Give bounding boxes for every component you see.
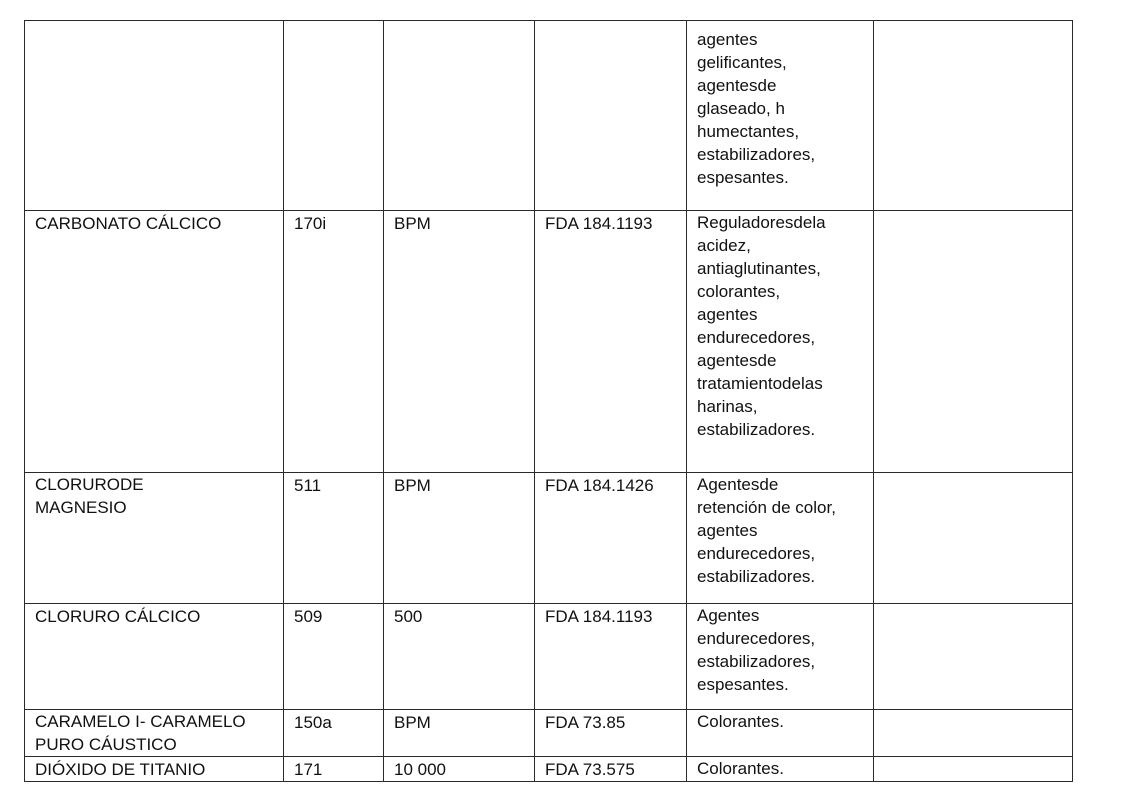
function-line: retención de color,	[697, 498, 836, 517]
function-line: Colorantes.	[697, 712, 784, 731]
function-cell	[687, 473, 874, 604]
table-row	[25, 211, 1073, 473]
function-line: humectantes,	[697, 122, 800, 141]
table-row	[25, 473, 1073, 604]
function-line: endurecedores,	[697, 544, 816, 563]
ins-number-cell: 509	[284, 604, 384, 710]
additive-name-cell: CARBONATO CÁLCICO	[25, 211, 284, 473]
table-row	[25, 757, 1073, 782]
function-line: harinas,	[697, 397, 758, 416]
additive-name-part: DE	[120, 475, 144, 494]
reference-cell: FDA 73.575	[535, 757, 687, 782]
additive-name-line: CARAMELO I- CARAMELO	[35, 712, 246, 731]
table-row	[25, 604, 1073, 710]
function-line	[697, 372, 863, 395]
function-line: agentes	[697, 30, 758, 49]
additive-name-line: MAGNESIO	[35, 498, 127, 517]
function-line: endurecedores,	[697, 328, 816, 347]
function-line-part: de	[757, 76, 777, 95]
max-level-cell: 10 000	[384, 757, 535, 782]
function-line-part: tratamiento	[697, 374, 783, 393]
extra-cell	[874, 211, 1073, 473]
extra-cell	[874, 604, 1073, 710]
function-line	[697, 74, 863, 97]
ins-number-cell: 170i	[284, 211, 384, 473]
function-line: Colorantes.	[697, 759, 784, 778]
function-line	[697, 473, 863, 496]
function-line-part: las	[800, 374, 823, 393]
extra-cell	[874, 21, 1073, 211]
function-line: estabilizadores,	[697, 145, 816, 164]
max-level-cell: BPM	[384, 473, 535, 604]
function-line	[697, 211, 863, 234]
additive-name-cell: DIÓXIDO DE TITANIO	[25, 757, 284, 782]
function-cell	[687, 604, 874, 710]
max-level-cell	[384, 21, 535, 211]
additive-name-cell	[25, 710, 284, 757]
ins-number-cell: 171	[284, 757, 384, 782]
function-line: antiaglutinantes,	[697, 259, 821, 278]
function-line-part: agentes	[697, 76, 758, 95]
function-cell	[687, 211, 874, 473]
function-line: estabilizadores,	[697, 652, 816, 671]
ins-number-cell: 150a	[284, 710, 384, 757]
ins-number-cell: 511	[284, 473, 384, 604]
function-line: acidez,	[697, 236, 751, 255]
function-line: gelificantes,	[697, 53, 787, 72]
function-line: agentes	[697, 305, 758, 324]
function-line: glaseado, h	[697, 99, 785, 118]
max-level-cell: BPM	[384, 211, 535, 473]
function-line: estabilizadores.	[697, 420, 816, 439]
reference-cell: FDA 73.85	[535, 710, 687, 757]
function-line-part: de	[793, 213, 813, 232]
additive-name-line	[35, 473, 273, 496]
function-line: endurecedores,	[697, 629, 816, 648]
function-line: estabilizadores.	[697, 567, 816, 586]
function-line-part: Reguladores	[697, 213, 794, 232]
function-line: espesantes.	[697, 675, 789, 694]
reference-cell: FDA 184.1426	[535, 473, 687, 604]
function-cell	[687, 21, 874, 211]
extra-cell	[874, 473, 1073, 604]
additive-name-line: PURO CÁUSTICO	[35, 735, 177, 754]
additive-name-cell	[25, 473, 284, 604]
table-row	[25, 21, 1073, 211]
max-level-cell: 500	[384, 604, 535, 710]
reference-cell: FDA 184.1193	[535, 604, 687, 710]
additive-name-cell: CLORURO CÁLCICO	[25, 604, 284, 710]
function-cell	[687, 757, 874, 782]
extra-cell	[874, 757, 1073, 782]
additive-name-part: CLORURO	[35, 475, 121, 494]
function-line: agentes	[697, 521, 758, 540]
function-line-part: de	[782, 374, 801, 393]
function-line-part: agentes	[697, 351, 758, 370]
reference-cell: FDA 184.1193	[535, 211, 687, 473]
table-row	[25, 710, 1073, 757]
max-level-cell: BPM	[384, 710, 535, 757]
function-line-part: de	[759, 475, 779, 494]
additive-name-cell	[25, 21, 284, 211]
function-line: colorantes,	[697, 282, 781, 301]
reference-cell	[535, 21, 687, 211]
additives-table	[24, 20, 1073, 782]
function-line	[697, 349, 863, 372]
function-line-part: la	[812, 213, 826, 232]
function-line-part: Agentes	[697, 475, 760, 494]
ins-number-cell	[284, 21, 384, 211]
function-line: espesantes.	[697, 168, 789, 187]
function-cell	[687, 710, 874, 757]
function-line: Agentes	[697, 606, 760, 625]
function-line-part: de	[757, 351, 777, 370]
extra-cell	[874, 710, 1073, 757]
